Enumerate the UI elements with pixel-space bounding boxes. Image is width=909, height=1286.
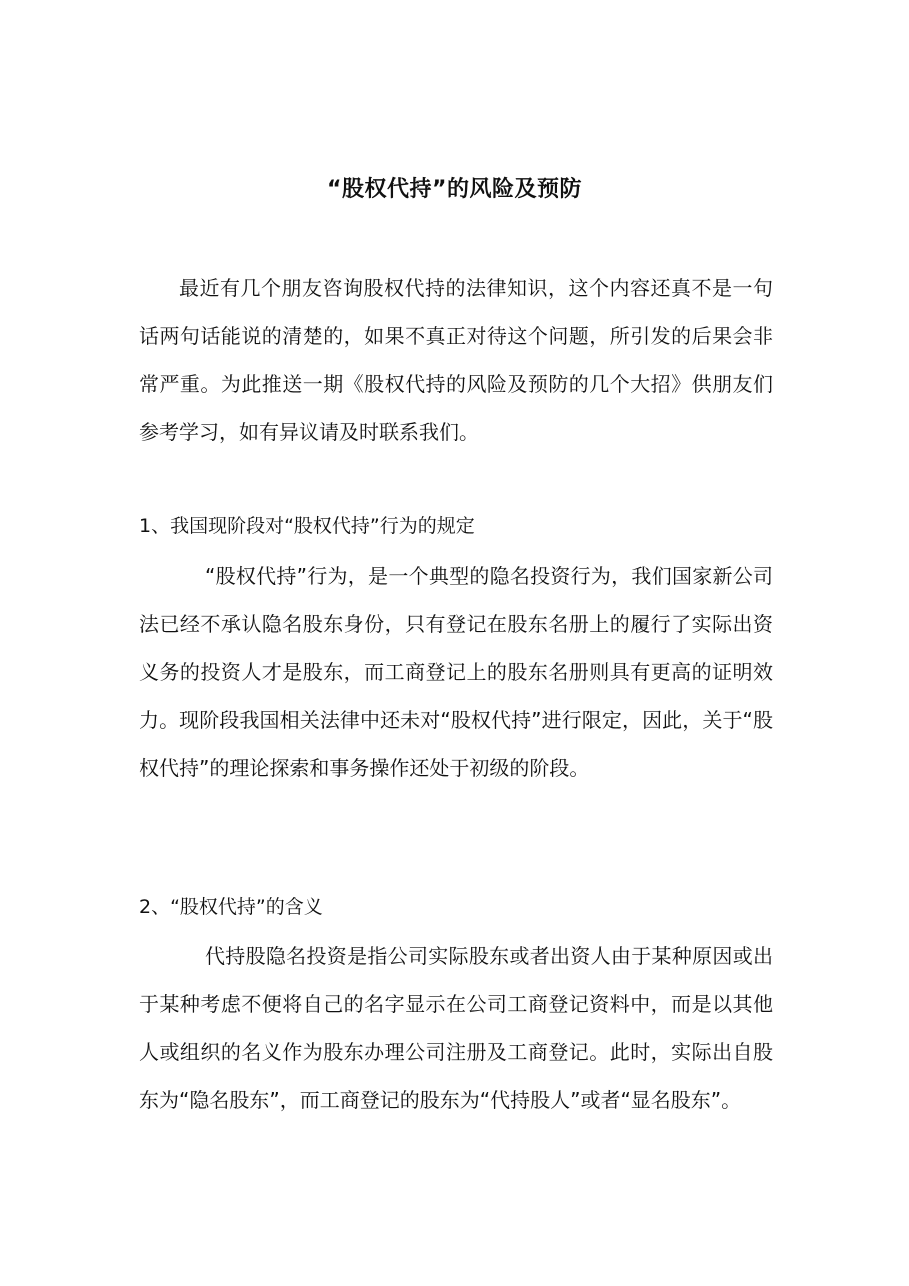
section-1-heading: 1、我国现阶段对“股权代持”行为的规定 [139, 515, 475, 537]
section-1-body: “股权代持”行为，是一个典型的隐名投资行为，我们国家新公司法已经不承认隐名股东身份，只有登记在股东名册上的履行了实际出资义务的投资人才是股东，而工商登记上的股东名册则具有更高的证明效力。现阶段我国相关法律中还未对“股权代持”进行限定，因此，关于“股权代持”的理论探索和事务操作还处于初级的阶段。 [139, 564, 773, 780]
intro-paragraph: 最近有几个朋友咨询股权代持的法律知识，这个内容还真不是一句话两句话能说的清楚的，如果不真正对待这个问题，所引发的后果会非常严重。为此推送一期《股权代持的风险及预防的几个大招》供朋友们参考学习，如有异议请及时联系我们。 [139, 276, 773, 444]
document-title: “股权代持”的风险及预防 [327, 177, 582, 202]
section-2-heading: 2、“股权代持”的含义 [139, 896, 323, 918]
section-2-body: 代持股隐名投资是指公司实际股东或者出资人由于某种原因或出于某种考虑不便将自己的名字显示在公司工商登记资料中，而是以其他人或组织的名义作为股东办理公司注册及工商登记。此时，实际出自股东为“隐名股东”，而工商登记的股东为“代持股人”或者“显名股东”。 [139, 944, 773, 1112]
